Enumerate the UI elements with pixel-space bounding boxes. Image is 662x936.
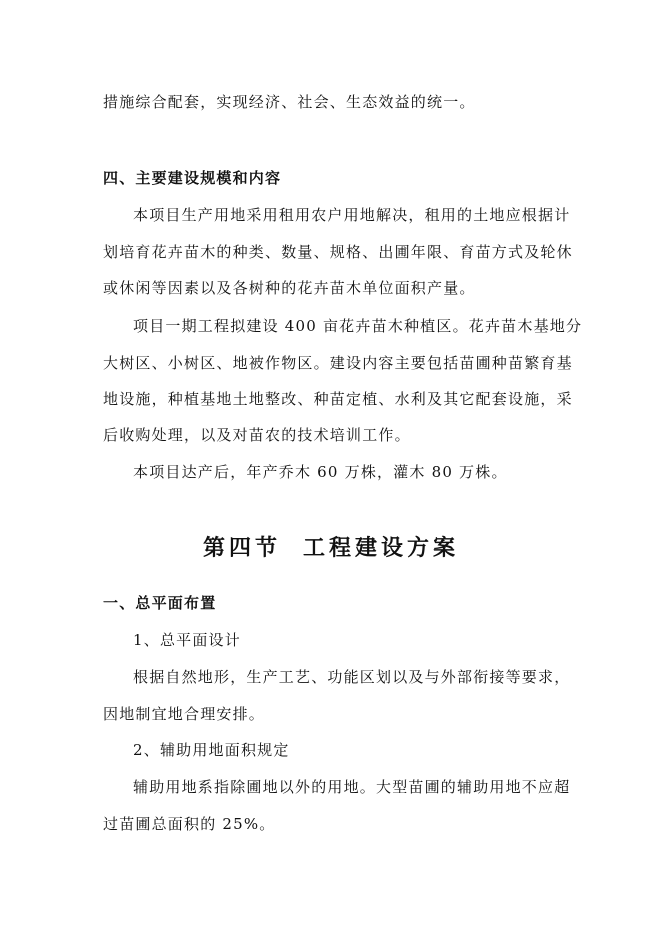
paragraph-output: 本项目达产后，年产乔木 60 万株，灌木 80 万株。 [133, 463, 508, 481]
paragraph-auxiliary-land-line-1: 辅助用地系指除圃地以外的用地。大型苗圃的辅助用地不应超 [133, 778, 571, 796]
chapter-title-text: 工程建设方案 [303, 536, 460, 561]
chapter-title [0, 535, 662, 563]
chapter-title-number: 第四节 [202, 536, 281, 561]
paragraph-general-plan-line-2: 因地制宜地合理安排。 [103, 705, 266, 723]
paragraph-phase-one-line-2: 大树区、小树区、地被作物区。建设内容主要包括苗圃种苗繁育基 [103, 354, 573, 372]
paragraph-intro-tail: 措施综合配套，实现经济、社会、生态效益的统一。 [103, 93, 476, 111]
section-heading-scale-content: 四、主要建设规模和内容 [103, 169, 282, 187]
paragraph-general-plan-line-1: 根据自然地形，生产工艺、功能区划以及与外部衔接等要求， [133, 668, 571, 686]
paragraph-phase-one-line-3: 地设施，种植基地土地整改、种苗定植、水利及其它配套设施，采 [103, 390, 573, 408]
paragraph-land-use-line-1: 本项目生产用地采用租用农户用地解决，租用的土地应根据计 [133, 206, 571, 224]
subheading-auxiliary-land: 2、辅助用地面积规定 [133, 741, 290, 759]
paragraph-phase-one-line-4: 后收购处理，以及对苗农的技术培训工作。 [103, 426, 411, 444]
section-heading-layout: 一、总平面布置 [103, 594, 217, 612]
paragraph-land-use-line-3: 或休闲等因素以及各树种的花卉苗木单位面积产量。 [103, 279, 476, 297]
paragraph-phase-one-line-1: 项目一期工程拟建设 400 亩花卉苗木种植区。花卉苗木基地分 [133, 317, 583, 335]
subheading-general-plan: 1、总平面设计 [133, 631, 241, 649]
paragraph-auxiliary-land-line-2: 过苗圃总面积的 25%。 [103, 815, 276, 833]
paragraph-land-use-line-2: 划培育花卉苗木的种类、数量、规格、出圃年限、育苗方式及轮休 [103, 243, 573, 261]
